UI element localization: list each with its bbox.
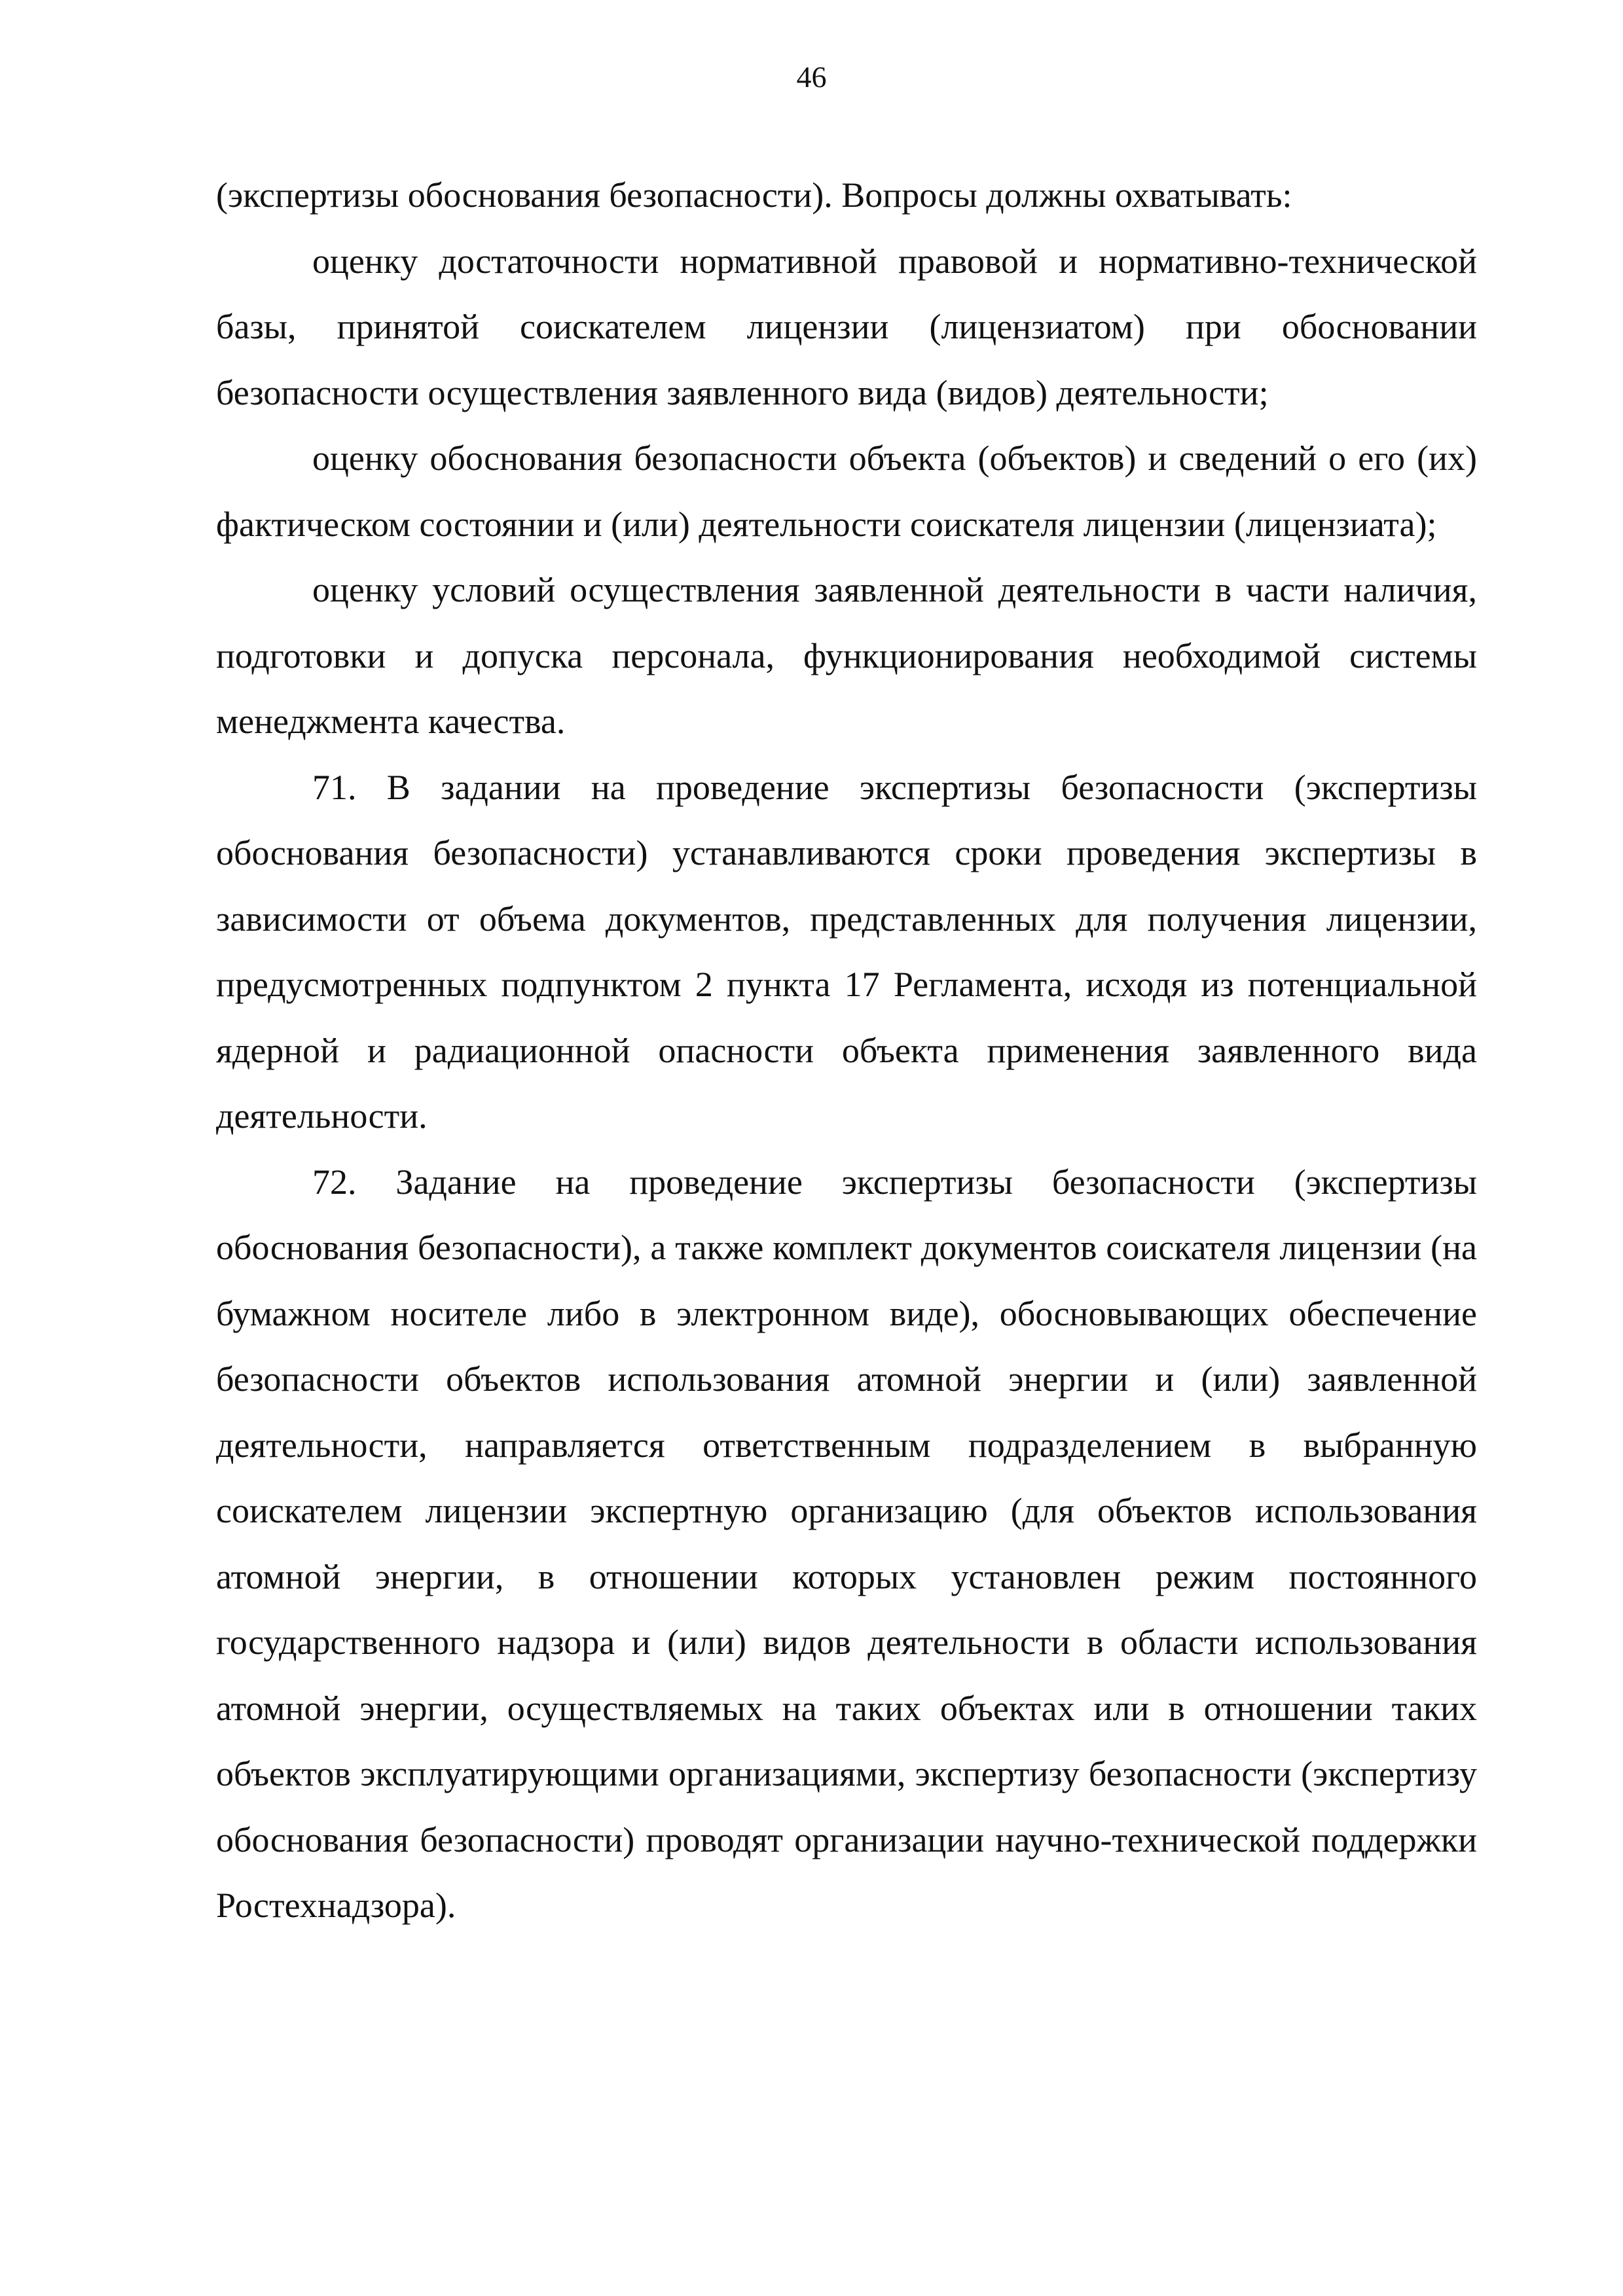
paragraph-continuation: (экспертизы обоснования безопасности). Вопросы должны охватывать: xyxy=(216,175,1292,215)
paragraph-object-safety: оценку обоснования безопасности объекта (объектов) и сведений о его (их) фактическом состоянии и (или) деятельности соискателя лицензии (лицензиата); xyxy=(216,439,1477,544)
document-body xyxy=(216,162,1477,1939)
paragraph-normative-base: оценку достаточности нормативной правовой и нормативно-технической базы, принятой соискателем лицензии (лицензиатом) при обосновании безопасности осуществления заявленного вида (видов) деятельности; xyxy=(216,241,1477,412)
paragraph-71: 71. В задании на проведение экспертизы безопасности (экспертизы обоснования безопасности) устанавливаются сроки проведения экспертизы в зависимости от объема документов, представленных для получения лицензии, предусмотренных подпунктом 2 пункта 17 Регламента, исходя из потенциальной ядерной и радиационной опасности объекта применения заявленного вида деятельности. xyxy=(216,767,1477,1136)
page-number: 46 xyxy=(796,60,827,94)
paragraph-activity-conditions: оценку условий осуществления заявленной деятельности в части наличия, подготовки и допуска персонала, функционирования необходимой системы менеджмента качества. xyxy=(216,570,1477,741)
paragraph-72: 72. Задание на проведение экспертизы безопасности (экспертизы обоснования безопасности), а также комплект документов соискателя лицензии (на бумажном носителе либо в электронном виде), обосновывающих обеспечение безопасности объектов использования атомной энергии и (или) заявленной деятельности, направляется ответственным подразделением в выбранную соискателем лицензии экспертную организацию (для объектов использования атомной энергии, в отношении которых установлен режим постоянного государственного надзора и (или) видов деятельности в области использования атомной энергии, осуществляемых на таких объектах или в отношении таких объектов эксплуатирующими организациями, экспертизу безопасности (экспертизу обоснования безопасности) проводят организации научно-технической поддержки Ростехнадзора). xyxy=(216,1162,1477,1925)
